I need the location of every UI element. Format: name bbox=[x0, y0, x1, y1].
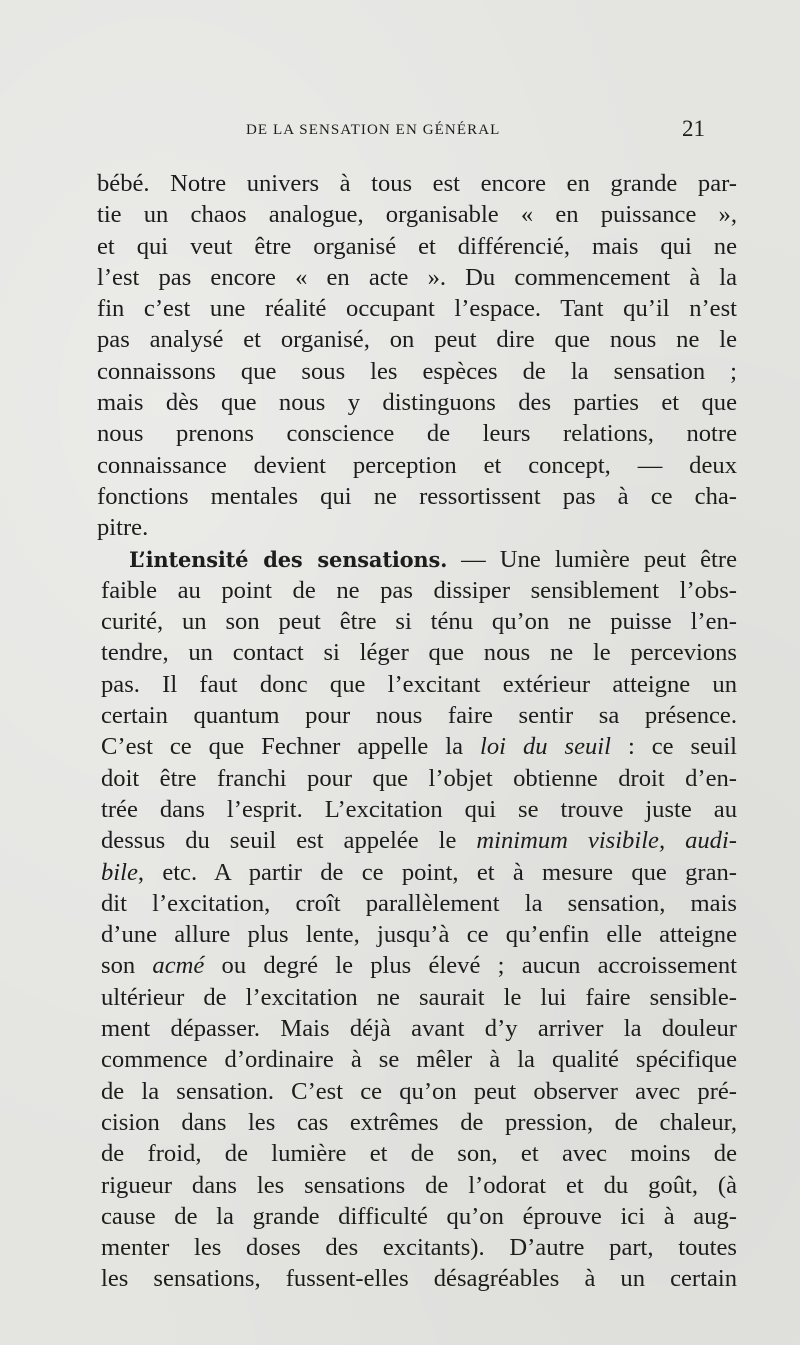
body-text bbox=[97, 168, 737, 1295]
minimum-visibile-term: minimum visibile, audi- bbox=[476, 827, 737, 855]
loi-du-seuil-term: loi du seuil bbox=[480, 733, 611, 761]
text-line: et qui veut être organisé et différencié, mais qui ne bbox=[97, 232, 737, 260]
text-line: ment dépasser. Mais déjà avant d’y arriver la douleur bbox=[101, 1015, 737, 1043]
bile-line bbox=[97, 857, 737, 888]
fechner-line-pre: C’est ce que Fechner appelle la bbox=[101, 733, 481, 761]
text-line: dit l’excitation, croît parallèlement la sensation, mais bbox=[101, 889, 737, 917]
acme-line-post: ou degré le plus élevé ; aucun accroissement bbox=[204, 952, 737, 980]
text-line: connaissance devient perception et concept, — deux bbox=[97, 451, 737, 479]
text-line: pas. Il faut donc que l’excitant extérieur atteigne un bbox=[101, 670, 737, 698]
text-line: menter les doses des excitants). D’autre part, toutes bbox=[101, 1234, 737, 1262]
text-line: connaissons que sous les espèces de la sensation ; bbox=[97, 357, 737, 385]
text-line: fin c’est une réalité occupant l’espace. Tant qu’il n’est bbox=[97, 295, 737, 323]
text-line: fonctions mentales qui ne ressortissent pas à ce cha- bbox=[97, 482, 737, 510]
text-line: cision dans les cas extrêmes de pression, de chaleur, bbox=[101, 1108, 737, 1136]
text-line: mais dès que nous y distinguons des parties et que bbox=[97, 389, 737, 417]
bile-line-post: , etc. A partir de ce point, et à mesure que gran- bbox=[137, 858, 737, 886]
text-line: de froid, de lumière et de son, et avec moins de bbox=[101, 1140, 737, 1168]
text-line: trée dans l’esprit. L’excitation qui se trouve juste au bbox=[101, 795, 737, 823]
bile-term: bile bbox=[101, 858, 138, 886]
running-head bbox=[0, 116, 800, 146]
text-line: rigueur dans les sensations de l’odorat et du goût, (à bbox=[101, 1171, 737, 1199]
section-first-line-rest: — Une lumière peut être bbox=[447, 545, 737, 573]
text-line: curité, un son peut être si ténu qu’on ne puisse l’en- bbox=[101, 608, 737, 636]
text-line: certain quantum pour nous faire sentir sa présence. bbox=[101, 702, 737, 730]
text-line: les sensations, fussent-elles désagréables à un certain bbox=[101, 1265, 737, 1293]
text-line: tendre, un contact si léger que nous ne le percevions bbox=[101, 639, 737, 667]
page-number: 21 bbox=[682, 116, 705, 141]
text-line: de la sensation. C’est ce qu’on peut observer avec pré- bbox=[101, 1077, 737, 1105]
text-line: faible au point de ne pas dissiper sensiblement l’obs- bbox=[101, 576, 737, 604]
text-line: tie un chaos analogue, organisable « en puissance », bbox=[97, 201, 737, 229]
acme-term: acmé bbox=[152, 952, 205, 980]
text-line: pas analysé et organisé, on peut dire que nous ne le bbox=[97, 326, 737, 354]
text-line: pitre. bbox=[97, 514, 149, 542]
section-first-line bbox=[97, 544, 737, 575]
acme-line-pre: son bbox=[101, 952, 153, 980]
acme-line bbox=[97, 950, 737, 981]
section-heading: L’intensité des sensations. bbox=[129, 546, 448, 572]
text-line: cause de la grande difficulté qu’on éprouve ici à aug- bbox=[101, 1202, 737, 1230]
text-line: l’est pas encore « en acte ». Du commencement à la bbox=[97, 263, 737, 291]
fechner-line bbox=[97, 731, 737, 762]
minimum-line-pre: dessus du seuil est appelée le bbox=[101, 827, 477, 855]
text-line: commence d’ordinaire à se mêler à la qualité spécifique bbox=[101, 1046, 737, 1074]
text-line: bébé. Notre univers à tous est encore en grande par- bbox=[97, 170, 737, 197]
fechner-line-post: : ce seuil bbox=[610, 733, 737, 761]
text-line: doit être franchi pour que l’objet obtienne droit d’en- bbox=[101, 764, 737, 792]
text-line: nous prenons conscience de leurs relations, notre bbox=[97, 420, 737, 448]
running-title: DE LA SENSATION EN GÉNÉRAL bbox=[246, 122, 501, 138]
text-line: ultérieur de l’excitation ne saurait le lui faire sensible- bbox=[101, 983, 737, 1011]
text-line: d’une allure plus lente, jusqu’à ce qu’enfin elle atteigne bbox=[101, 921, 737, 949]
minimum-line bbox=[97, 825, 737, 856]
